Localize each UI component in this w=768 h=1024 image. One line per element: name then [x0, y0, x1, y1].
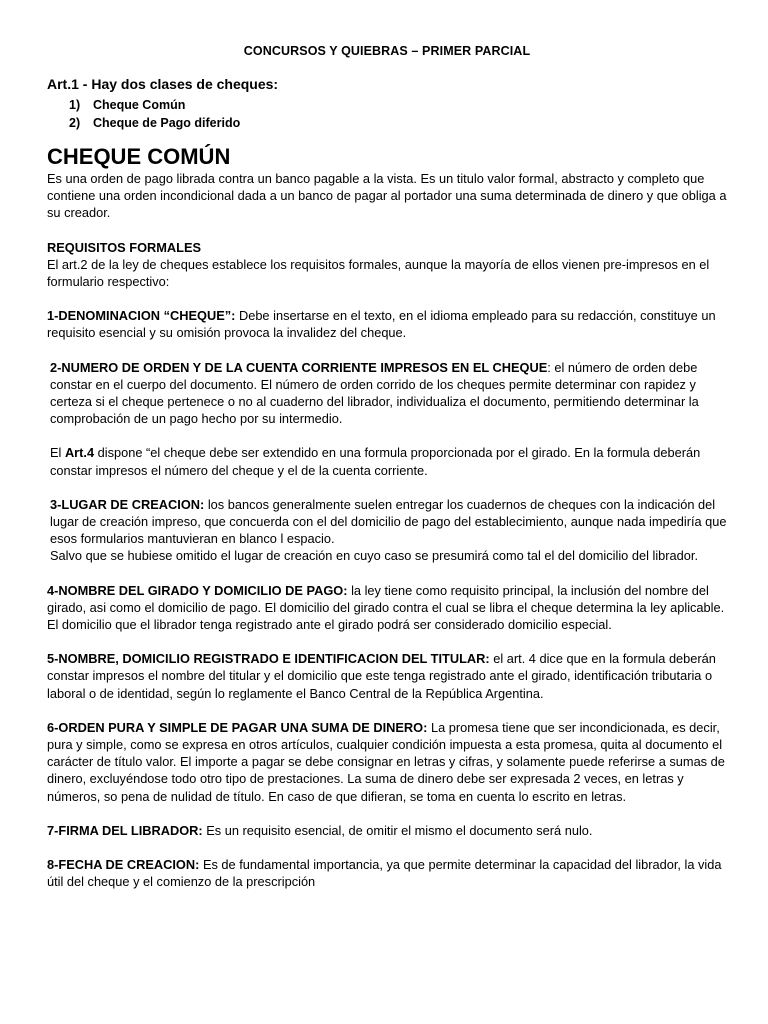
cheque-types-list	[47, 96, 727, 132]
list-number: 2)	[69, 116, 81, 130]
requirement-3-salvo: Salvo que se hubiese omitido el lugar de creación en cuyo caso se presumirá como tal el del domicilio del librador.	[50, 548, 699, 564]
requirement-text: La promesa tiene que ser incondicionada, es decir, pura y simple, como se expresa en otros artículos, cualquier condición impuesta a esta promesa, quita al documento el carácter de título valor. El importe a pagar se debe consignar en letras y cifras, y solamente puede referirse a sumas de dinero, excluyéndose todo otro tipo de prestaciones. La suma de dinero debe ser expresada 2 veces, en letras y números, so pena de nulidad de título. En caso de que difieran, se toma en cuenta lo escrito en letras.	[47, 719, 725, 804]
requirement-1	[47, 307, 727, 341]
requirement-label: 7-FIRMA DEL LIBRADOR:	[47, 822, 203, 838]
document-title: CONCURSOS Y QUIEBRAS – PRIMER PARCIAL	[243, 44, 531, 58]
requirement-label: 1-DENOMINACION “CHEQUE”:	[47, 308, 236, 324]
requirement-6	[47, 719, 727, 805]
requirement-label: 8-FECHA DE CREACION:	[47, 857, 200, 873]
requirement-label: 2-NUMERO DE ORDEN Y DE LA CUENTA CORRIENTE IMPRESOS EN EL CHEQUE	[50, 359, 548, 375]
requisitos-heading	[47, 239, 727, 256]
art4-note	[47, 444, 727, 478]
requirement-8	[47, 856, 727, 890]
requirement-text: Es de fundamental importancia, ya que permite determinar la capacidad del librador, la vida útil del cheque y el comienzo de la prescripción	[47, 857, 722, 890]
definition-paragraph: Es una orden de pago librada contra un banco pagable a la vista. Es un titulo valor formal, abstracto y completo que contiene una orden incondicional dada a un banco de pagar al portador una suma determinada de dinero y que obliga a su creador.	[47, 171, 727, 221]
requisitos-intro: El art.2 de la ley de cheques establece los requisitos formales, aunque la mayoría de ellos vienen pre-impresos en el formulario respectivo:	[47, 256, 710, 290]
list-item	[69, 96, 727, 114]
art4-label: Art.4	[64, 445, 95, 461]
requirement-text: la ley tiene como requisito principal, la inclusión del nombre del girado, asi como el domicilio de pago. El domicilio del girado contra el cual se libra el cheque determina la ley aplicable. El domicilio que el librador tenga registrado ante el girado podrá ser considerado domicilio especial.	[47, 582, 725, 633]
requirement-4	[47, 582, 727, 634]
requirement-label: 3-LUGAR DE CREACION:	[50, 496, 205, 512]
requirement-5	[47, 650, 727, 702]
art4-text: dispone “el cheque debe ser extendido en una formula proporcionada por el girado. En la formula deberán constar impresos el número del cheque y el de la cuenta corriente.	[50, 445, 701, 478]
requirement-label: 6-ORDEN PURA Y SIMPLE DE PAGAR UNA SUMA DE DINERO:	[47, 719, 428, 735]
requirement-label: 4-NOMBRE DEL GIRADO Y DOMICILIO DE PAGO:	[47, 582, 348, 598]
requirement-label: 5-NOMBRE, DOMICILIO REGISTRADO E IDENTIFICACION DEL TITULAR:	[47, 651, 490, 667]
list-item	[69, 114, 727, 132]
list-number: 1)	[69, 98, 81, 112]
art4-prefix: El	[50, 445, 65, 461]
section-title: CHEQUE COMÚN	[47, 144, 231, 169]
requisitos-heading-text: REQUISITOS FORMALES	[47, 239, 202, 255]
requirement-7	[47, 822, 727, 839]
requirement-text: Debe insertarse en el texto, en el idioma empleado para su redacción, constituye un requisito esencial y su omisión provoca la invalidez del cheque.	[47, 308, 716, 341]
requirement-2	[47, 359, 727, 428]
requirement-text: los bancos generalmente suelen entregar los cuadernos de cheques con la indicación del lugar de creación impreso, que concuerda con el del domicilio de pago del establecimiento, aunque nada impediría que esos formularios mantuvieran en blanco l espacio.	[50, 496, 727, 547]
document-body	[47, 44, 727, 891]
list-item-label: Cheque de Pago diferido	[93, 116, 241, 130]
requirement-text: : el número de orden debe constar en el cuerpo del documento. El número de orden corrido de los cheques permite determinar con rapidez y certeza si el cheque pertenece o no al cuaderno del librador, individualiza el documento, permitiendo determinar la comprobación de un pago hecho por su intermedio.	[50, 359, 699, 427]
requirement-3	[47, 496, 727, 548]
requirement-text: Es un requisito esencial, de omitir el mismo el documento será nulo.	[202, 822, 593, 838]
list-item-label: Cheque Común	[93, 98, 186, 112]
requirement-text: el art. 4 dice que en la formula deberán constar impresos el nombre del titular y el domicilio que este tenga registrado ante el girado, identificación tributaria o laboral o de identidad, según lo reglamente el Banco Central de la República Argentina.	[47, 651, 716, 701]
art1-heading: Art.1 - Hay dos clases de cheques:	[47, 76, 279, 92]
